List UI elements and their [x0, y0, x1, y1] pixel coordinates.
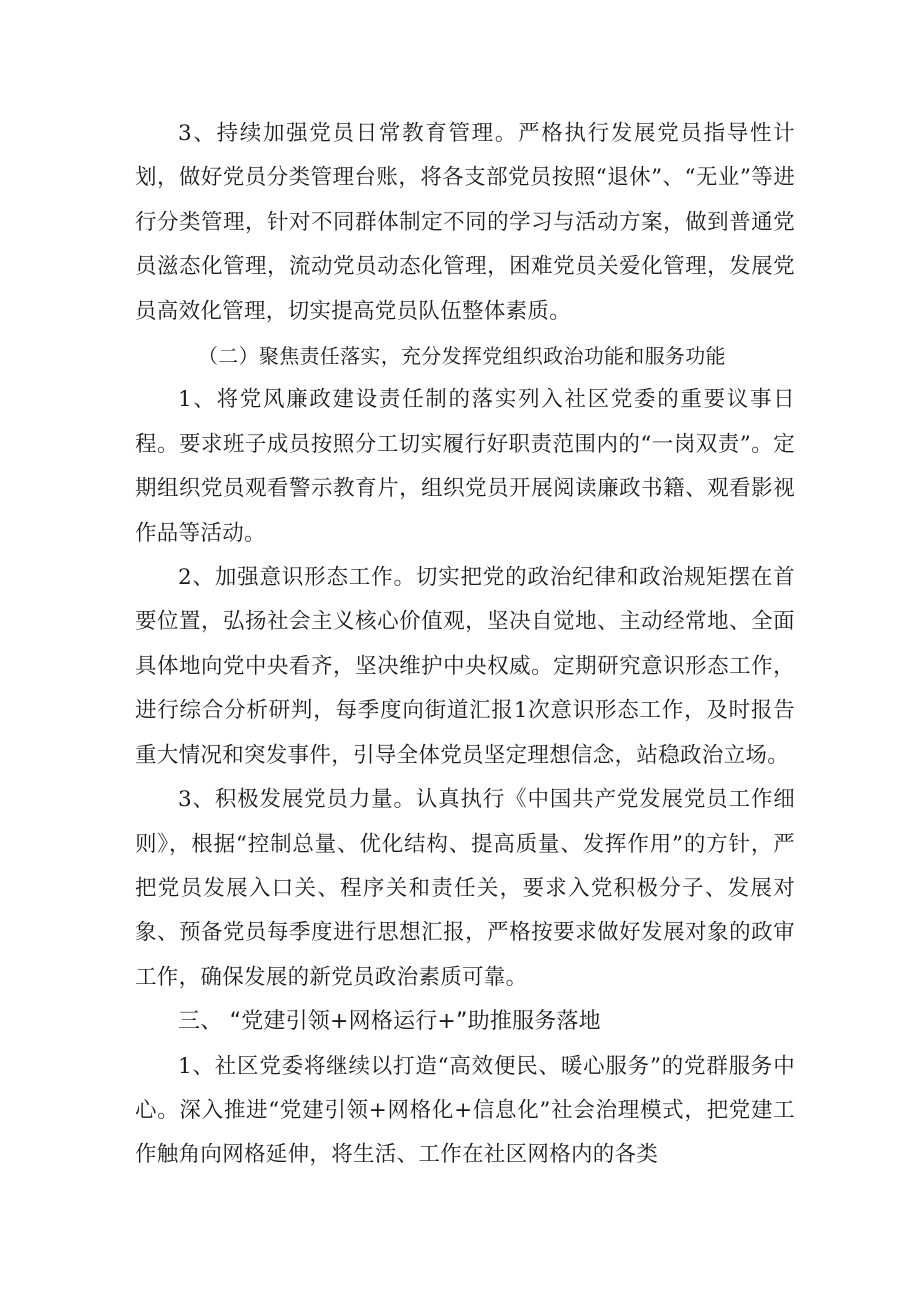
heading-section-3: 三、 “党建引领+网格运行+”助推服务落地	[178, 1009, 601, 1035]
paragraph-1-service-center: 1、社区党委将继续以打造“高效便民、暖心服务”的党群服务中心。深入推进“党建引领+网格化+信息化”社会治理模式，把党建工作触角向网格延伸，将生活、工作在社区网格内的各类	[135, 1053, 795, 1168]
paragraph-3-develop-members: 3、积极发展党员力量。认真执行《中国共产党发展党员工作细则》，根据“控制总量、优化结构、提高质量、发挥作用”的方针，严把党员发展入口关、程序关和责任关，要求入党积极分子、发展对象、预备党员每季度进行思想汇报，严格按要求做好发展对象的政审工作，确保发展的新党员政治素质可靠。	[135, 787, 795, 990]
document-body	[135, 112, 795, 1178]
paragraph-2-ideology: 2、加强意识形态工作。切实把党的政治纪律和政治规矩摆在首要位置，弘扬社会主义核心价值观，坚决自觉地、主动经常地、全面具体地向党中央看齐，坚决维护中央权威。定期研究意识形态工作，进行综合分析研判，每季度向街道汇报1次意识形态工作，及时报告重大情况和突发事件，引导全体党员坚定理想信念，站稳政治立场。	[135, 565, 795, 768]
paragraph-3-party-member-management: 3、持续加强党员日常教育管理。严格执行发展党员指导性计划，做好党员分类管理台账，将各支部党员按照“退休”、“无业”等进行分类管理，针对不同群体制定不同的学习与活动方案，做到普通党员滋态化管理，流动党员动态化管理，困难党员关爱化管理，发展党员高效化管理，切实提高党员队伍整体素质。	[135, 121, 795, 324]
subheading-section-2: （二）聚焦责任落实，充分发挥党组织政治功能和服务功能	[198, 344, 726, 369]
paragraph-1-clean-governance: 1、将党风廉政建设责任制的落实列入社区党委的重要议事日程。要求班子成员按照分工切实履行好职责范围内的“一岗双责”。定期组织党员观看警示教育片，组织党员开展阅读廉政书籍、观看影视作品等活动。	[135, 387, 795, 546]
